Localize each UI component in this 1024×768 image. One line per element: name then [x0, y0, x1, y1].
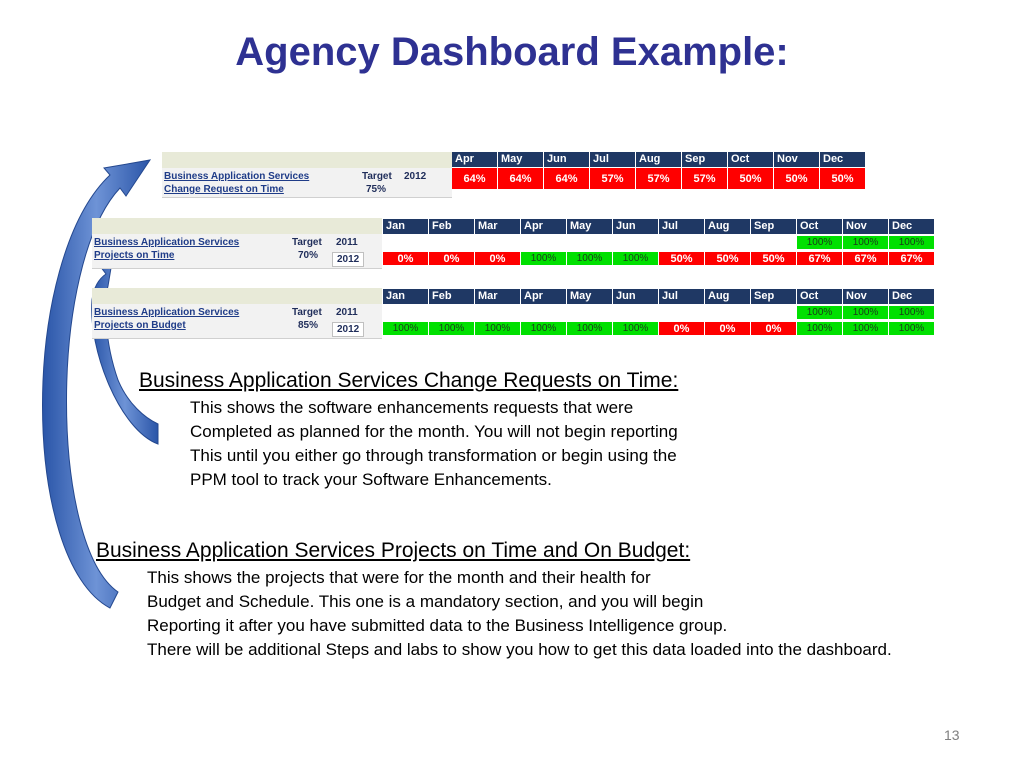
month-header-cell: Sep [751, 219, 797, 234]
month-header-cell: Sep [682, 152, 728, 167]
month-header-cell: Apr [452, 152, 498, 167]
value-cell [613, 306, 659, 320]
value-cell [705, 236, 751, 250]
value-cell: 100% [797, 322, 843, 336]
value-cell: 50% [774, 168, 820, 190]
value-cell: 57% [636, 168, 682, 190]
month-header-cell: May [567, 289, 613, 304]
month-header-cell: Mar [475, 219, 521, 234]
value-cell: 67% [797, 252, 843, 266]
dash1-target-label: Target [362, 171, 392, 182]
value-cell [383, 236, 429, 250]
value-cell: 100% [567, 252, 613, 266]
page-number: 13 [944, 727, 960, 743]
month-header-cell: Feb [429, 219, 475, 234]
value-cell: 0% [383, 252, 429, 266]
section1-heading: Business Application Services Change Requests on Time: [139, 369, 679, 392]
section1-line: This shows the software enhancements requests that were [190, 398, 634, 417]
value-cell: 64% [544, 168, 590, 190]
value-cell: 100% [889, 322, 935, 336]
month-header-cell: Jul [659, 219, 705, 234]
month-header-cell: Jan [383, 289, 429, 304]
value-cell: 0% [429, 252, 475, 266]
value-cell: 100% [843, 322, 889, 336]
month-header-cell: Jul [590, 152, 636, 167]
value-cell [567, 236, 613, 250]
value-cell: 57% [682, 168, 728, 190]
dash3-year-2011: 2011 [336, 307, 358, 318]
value-cell: 0% [659, 322, 705, 336]
dash1-target-value: 75% [366, 184, 387, 195]
month-header-cell: Mar [475, 289, 521, 304]
value-cell: 100% [383, 322, 429, 336]
value-cell [475, 236, 521, 250]
value-cell [705, 306, 751, 320]
month-header-cell: Aug [705, 289, 751, 304]
dash3-year-2012: 2012 [332, 322, 364, 337]
value-cell: 100% [567, 322, 613, 336]
section1-line: PPM tool to track your Software Enhancements. [190, 470, 552, 489]
section1-line: Completed as planned for the month. You will not begin reporting [190, 422, 678, 441]
value-cell [613, 236, 659, 250]
value-cell: 50% [820, 168, 866, 190]
dash3-target-value: 85% [298, 320, 319, 331]
value-cell [751, 236, 797, 250]
month-header-cell: Nov [774, 152, 820, 167]
dash1-title-line2[interactable]: Change Request on Time [164, 184, 284, 195]
dash2-month-header [383, 219, 935, 234]
section2-body [147, 566, 892, 662]
value-cell: 50% [705, 252, 751, 266]
value-cell [475, 306, 521, 320]
dash3-title-line2[interactable]: Projects on Budget [94, 320, 186, 331]
dash3-title-line1[interactable]: Business Application Services [94, 307, 240, 318]
dash1-label-stripe [162, 152, 452, 168]
dash2-row-2012 [383, 252, 935, 266]
value-cell: 0% [475, 252, 521, 266]
dash2-target-label: Target [292, 237, 322, 248]
dash3-month-header [383, 289, 935, 304]
value-cell: 100% [889, 236, 935, 250]
month-header-cell: Dec [820, 152, 866, 167]
month-header-cell: Apr [521, 289, 567, 304]
value-cell: 67% [843, 252, 889, 266]
value-cell: 100% [429, 322, 475, 336]
section2-line: There will be additional Steps and labs to show you how to get this data loaded into the dashboard. [147, 640, 892, 659]
dash3-row-2012 [383, 322, 935, 336]
value-cell: 100% [521, 322, 567, 336]
value-cell: 100% [521, 252, 567, 266]
dash3-target-label: Target [292, 307, 322, 318]
month-header-cell: Nov [843, 219, 889, 234]
month-header-cell: Jun [613, 219, 659, 234]
value-cell [659, 306, 705, 320]
value-cell: 50% [728, 168, 774, 190]
value-cell [429, 236, 475, 250]
section2-heading: Business Application Services Projects on Time and On Budget: [96, 539, 691, 562]
dash3-row-2011 [383, 306, 935, 320]
section1-body [190, 396, 678, 492]
month-header-cell: Jan [383, 219, 429, 234]
dash1-value-row [452, 168, 866, 190]
month-header-cell: Jun [544, 152, 590, 167]
dash2-label-stripe [92, 218, 382, 234]
value-cell: 50% [659, 252, 705, 266]
dash1-target-year: 2012 [404, 171, 427, 182]
month-header-cell: Aug [705, 219, 751, 234]
dash2-title-line2[interactable]: Projects on Time [94, 250, 175, 261]
value-cell: 100% [797, 236, 843, 250]
month-header-cell: Dec [889, 219, 935, 234]
month-header-cell: Aug [636, 152, 682, 167]
section1-line: This until you either go through transformation or begin using the [190, 446, 677, 465]
dash3-label-stripe [92, 288, 382, 304]
dash2-title-line1[interactable]: Business Application Services [94, 237, 240, 248]
value-cell: 100% [613, 252, 659, 266]
value-cell: 64% [452, 168, 498, 190]
month-header-cell: Jun [613, 289, 659, 304]
value-cell: 57% [590, 168, 636, 190]
value-cell [751, 306, 797, 320]
section2-line: Reporting it after you have submitted data to the Business Intelligence group. [147, 616, 728, 635]
month-header-cell: Apr [521, 219, 567, 234]
month-header-cell: May [567, 219, 613, 234]
section2-line: This shows the projects that were for the month and their health for [147, 568, 651, 587]
value-cell: 100% [889, 306, 935, 320]
dash1-month-header [452, 152, 866, 167]
dash2-year-2011: 2011 [336, 237, 358, 248]
value-cell [521, 236, 567, 250]
month-header-cell: Sep [751, 289, 797, 304]
month-header-cell: May [498, 152, 544, 167]
value-cell: 64% [498, 168, 544, 190]
month-header-cell: Jul [659, 289, 705, 304]
value-cell [521, 306, 567, 320]
dash2-year-2012: 2012 [332, 252, 364, 267]
value-cell: 100% [843, 306, 889, 320]
value-cell: 50% [751, 252, 797, 266]
slide-title: Agency Dashboard Example: [235, 30, 789, 74]
month-header-cell: Oct [728, 152, 774, 167]
value-cell: 100% [843, 236, 889, 250]
section2-line: Budget and Schedule. This one is a mandatory section, and you will begin [147, 592, 704, 611]
value-cell: 0% [705, 322, 751, 336]
value-cell [383, 306, 429, 320]
month-header-cell: Oct [797, 219, 843, 234]
dash1-title-line1[interactable]: Business Application Services [164, 171, 310, 182]
month-header-cell: Feb [429, 289, 475, 304]
month-header-cell: Oct [797, 289, 843, 304]
dash2-target-value: 70% [298, 250, 319, 261]
month-header-cell: Nov [843, 289, 889, 304]
value-cell [567, 306, 613, 320]
value-cell [659, 236, 705, 250]
value-cell: 100% [475, 322, 521, 336]
value-cell [429, 306, 475, 320]
value-cell: 67% [889, 252, 935, 266]
value-cell: 100% [797, 306, 843, 320]
month-header-cell: Dec [889, 289, 935, 304]
value-cell: 100% [613, 322, 659, 336]
value-cell: 0% [751, 322, 797, 336]
dash2-row-2011 [383, 236, 935, 250]
